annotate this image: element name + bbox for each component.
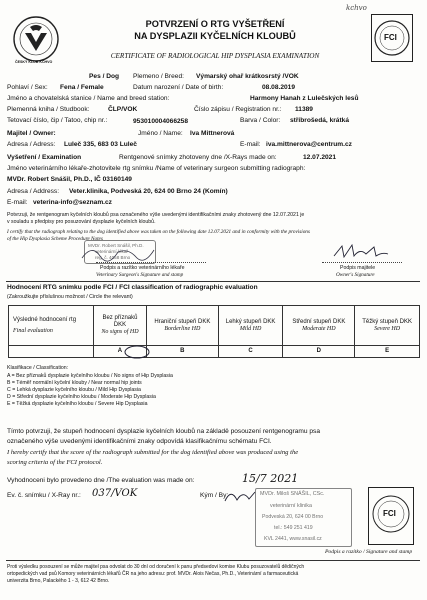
grade-b-cz: Hraniční stupeň DKK	[154, 318, 211, 325]
evaluator-stamp	[255, 488, 352, 547]
owner-email-label: E-mail:	[240, 141, 261, 148]
footer-line-3: univerzita Brno, Palackého 1 - 3, 612 42 Brno.	[7, 578, 110, 584]
vet-email-label: E-mail:	[7, 199, 28, 206]
grade-letters-empty-cell	[9, 346, 94, 358]
vet-email-value: veterina-info@seznam.cz	[33, 199, 112, 206]
footer-line-1: Proti výsledku posouzení se může majitel psa odvolat do 30 dní od doručení k panu předsedovi komise Klubu posuzovatelů dědičných	[7, 564, 305, 570]
title-line-1: POTVRZENÍ O RTG VYŠETŘENÍ	[145, 19, 285, 29]
dob-value: 08.08.2019	[262, 84, 296, 91]
final-evaluation-label-en: Final evaluation	[13, 327, 53, 334]
tattoo-value: 953010004066258	[133, 118, 189, 125]
evaluator-stamp-line-2: veterinární klinika	[270, 503, 312, 509]
evaluator-stamp-line-5: KVL 2441, www.snasil.cz	[264, 536, 322, 542]
grade-e-cz: Těžký stupeň DKK	[362, 318, 412, 325]
vet-stamp-line-3: reg. č. 4058 Brno	[95, 255, 131, 260]
grade-letter-d[interactable]: D	[283, 346, 355, 358]
fci-stamp	[368, 487, 414, 545]
grade-a-en: No signs of HD	[101, 328, 139, 335]
verdict-cz-line-1: Tímto potvrzuji, že stupeň hodnocení dysplazie kyčelních kloubů na základě posouzení rentgenogramu psa	[7, 428, 321, 435]
grade-cell-b[interactable]	[146, 306, 218, 346]
confirm-en-line-2: of the Hip Dysplasia Scheme Procedure Notes	[7, 236, 103, 242]
vet-signature-caption-en: Veterinary Surgeon's Signature and stamp	[96, 272, 184, 278]
regno-label: Číslo zápisu / Registration nr.:	[194, 106, 282, 113]
vet-stamp-line-1: MVDr. Robert Snášil, Ph.D.	[88, 243, 144, 248]
classification-line-a: A = Bez příznaků dysplazie kyčelního kloubu / No signs of Hip Dysplasia	[7, 373, 173, 379]
vet-name-label: Jméno veterinárního lékaře-zhotovitele rtg snímku /Name of veterinary surgeon submitting radiograph:	[7, 165, 306, 172]
corner-handwritten-note: kchvo	[346, 4, 367, 12]
grade-cell-a[interactable]	[94, 306, 147, 346]
vet-address-value: Veter.klinika, Podveská 20, 624 00 Brno 24 (Komín)	[69, 188, 228, 195]
classification-line-b: B = Téměř normální kyčelní klouby / Near normal hip joints	[7, 380, 142, 386]
final-evaluation-cell	[9, 306, 94, 346]
confirm-cz-line-1: Potvrzuji, že rentgenogram kyčelních kloubů psa označeného výše uvedenými identifikačními znaky zhotovený dne 12.07.2021 je	[7, 212, 305, 218]
owner-name-value: Iva Mittnerová	[190, 130, 235, 137]
owner-address-value: Luleč 335, 683 03 Luleč	[64, 141, 137, 148]
sex-value: Fena / Female	[60, 84, 104, 91]
grade-letter-c[interactable]: C	[218, 346, 283, 358]
regno-value: 11389	[295, 106, 313, 113]
vet-signature-caption: Podpis a razítko veterinárního lékaře	[100, 265, 185, 271]
studbook-label: Plemenná kniha / Studbook:	[7, 106, 90, 113]
verdict-en-line-1: I hereby certify that the score of the radiograph submitted for the dog identified above was produced using the	[7, 449, 299, 456]
classification-line-e: E = Těžká dysplazie kyčelního kloubu / Severe Hip Dysplasia	[7, 401, 148, 407]
xray-number-value: 037/VOK	[92, 488, 138, 499]
grade-b-en: Borderline HD	[164, 325, 201, 332]
grade-cell-d[interactable]	[283, 306, 355, 346]
owner-signature-caption: Podpis majitele	[340, 265, 376, 271]
classification-line-c: C = Lehká dysplazie kyčelního kloubu / Mild Hip Dysplasia	[7, 387, 141, 393]
grade-e-en: Severe HD	[374, 325, 401, 332]
grade-d-en: Moderate HD	[302, 325, 336, 332]
grade-d-cz: Střední stupeň DKK	[292, 318, 346, 325]
vet-name-value: MVDr. Robert Snášil, Ph.D., IČ 03160149	[7, 176, 132, 183]
owner-label: Majitel / Owner:	[7, 130, 56, 137]
evaluator-stamp-line-3: Podveská 20, 624 00 Brno	[262, 514, 324, 520]
grade-c-cz: Lehký stupeň DKK	[225, 318, 276, 325]
grading-title: Hodnocení RTG snímku podle FCI / FCI classification of radiographic evaluation	[7, 284, 258, 291]
owner-signature-line	[322, 262, 402, 263]
final-evaluation-label: Výsledné hodnocení rtg	[13, 316, 77, 323]
evaluator-signature-caption: Podpis a razítko / Signature and stamp	[325, 549, 413, 555]
section-divider-2	[6, 560, 420, 561]
fci-logo	[371, 14, 413, 62]
subtitle: CERTIFICATE OF RADIOLOGICAL HIP DYSPLASIA EXAMINATION	[110, 52, 320, 60]
vet-signature	[78, 242, 158, 264]
grade-letter-a[interactable]: A	[94, 346, 147, 358]
grade-letter-b[interactable]: B	[146, 346, 218, 358]
tattoo-label: Tetovací číslo, čip / Tatoo, chip nr.:	[7, 117, 108, 124]
grade-cell-e[interactable]	[355, 306, 420, 346]
breed-value: Výmarský ohař krátkosrstý /VOK	[196, 73, 299, 80]
vet-stamp-line-2: veterinární lékař	[95, 249, 128, 254]
grading-hint: (Zakroužkujte příslušnou možnost / Circle the relevant)	[7, 294, 133, 300]
grading-table	[8, 305, 420, 358]
owner-email-value: iva.mittnerova@centrum.cz	[266, 141, 352, 148]
confirm-en-line-1: I certify that the radiograph relating to the dog identified above was taken on the following date 12.07.2021 and in conformity with the provisions	[7, 229, 310, 235]
grading-row	[9, 306, 420, 346]
fci-stamp-text: FCI	[383, 509, 396, 518]
vet-address-label: Adresa / Address:	[7, 188, 60, 195]
studbook-value: ČLP/VOK	[108, 106, 138, 113]
name-value: Harmony Hanah z Lulečských lesů	[250, 95, 359, 102]
evaluation-date-value: 15/7 2021	[242, 472, 299, 485]
owner-name-label: Jméno / Name:	[138, 130, 183, 137]
color-label: Barva / Color:	[240, 117, 281, 124]
evaluator-stamp-line-1: MVDr. Miloš SNÁŠIL, CSc.	[260, 491, 325, 497]
evaluation-date-label: Vyhodnoceni bylo provedeno dne /The evaluation was made on:	[7, 477, 195, 484]
club-logo-text: ČESKÝ KLUB KCHVO	[15, 60, 53, 64]
sex-label: Pohlaví / Sex:	[7, 84, 48, 91]
club-logo	[12, 15, 60, 63]
grade-letter-e[interactable]: E	[355, 346, 420, 358]
grade-cell-c[interactable]	[218, 306, 283, 346]
evaluator-stamp-line-4: tel.: 549 251 419	[274, 525, 313, 531]
verdict-en-line-2: scoring criteria of the FCI protocol.	[7, 459, 103, 466]
owner-signature-caption-en: Owner's Signature	[336, 272, 375, 278]
name-label: Jméno a chovatelská stanice / Name and breed station:	[7, 95, 170, 102]
owner-address-label: Adresa / Adress:	[7, 141, 56, 148]
exam-label: Vyšetření / Examination	[7, 154, 82, 161]
dob-label: Datum narození / Date of birth:	[133, 84, 224, 91]
exam-text: Rentgenové snímky zhotoveny dne /X-Rays made on:	[119, 154, 277, 161]
color-value: stříbrošedá, krátká	[290, 117, 350, 124]
evaluator-label: Kým / By:	[200, 492, 229, 499]
section-divider-1	[6, 281, 420, 282]
grade-c-en: Mild HD	[239, 325, 262, 332]
grade-letters-row	[9, 346, 420, 358]
verdict-cz-line-2: označeného výše uvedenými identifikačními znaky odpovídá klasifikačnímu schématu FCI.	[7, 438, 272, 445]
owner-signature	[330, 242, 390, 262]
grade-a-cz: Bez příznaků DKK	[102, 315, 138, 329]
footer-line-2: ortopedických vad psů Komory veterinárních lékařů ČR na jeho adresu: prof. MVDr. Alois Nečas, Ph.D., Veterinární a farmaceutická	[7, 571, 299, 577]
xray-number-label: Ev. č. snímku / X-Ray nr.:	[7, 492, 81, 499]
classification-title: Klasifikace / Classification:	[7, 365, 69, 371]
fci-logo-text: FCI	[384, 33, 397, 42]
vet-signature-line	[96, 262, 206, 263]
evaluator-signature	[222, 486, 258, 506]
confirm-cz-line-2: v souladu s předpisy pro posuzování dysplazie kyčelních kloubů.	[7, 219, 156, 225]
classification-line-d: D = Střední dysplazie kyčelního kloubu / Moderate Hip Dysplasia	[7, 394, 156, 400]
selected-grade-circle	[123, 345, 151, 359]
title-line-2: NA DYSPLAZII KYČELNÍCH KLOUBŮ	[134, 31, 296, 41]
exam-date: 12.07.2021	[303, 154, 337, 161]
dog-label: Pes / Dog	[89, 73, 120, 80]
breed-label: Plemeno / Breed:	[133, 73, 184, 80]
